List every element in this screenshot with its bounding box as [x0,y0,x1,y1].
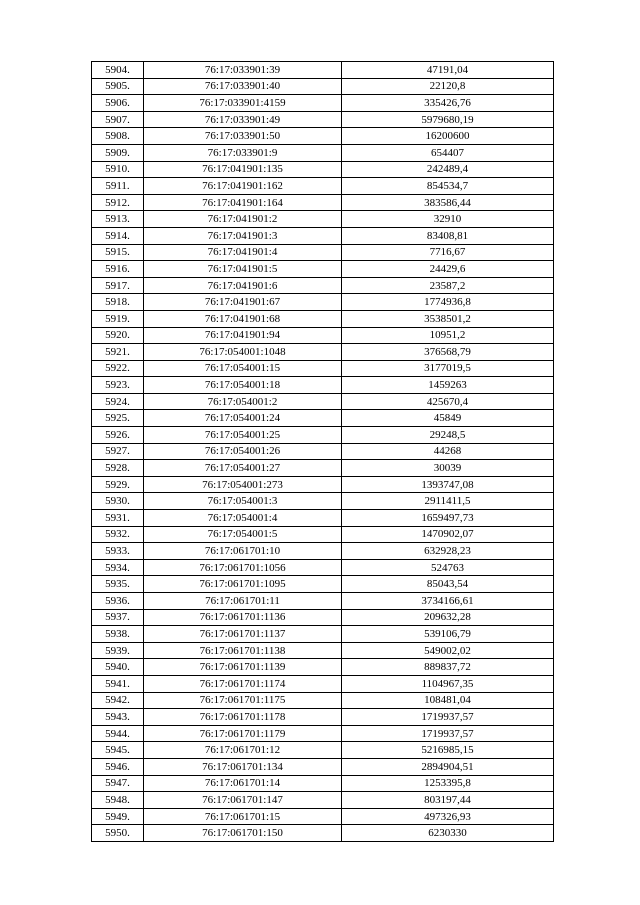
row-number-cell: 5911. [92,178,144,195]
row-number-cell: 5909. [92,144,144,161]
table-row [92,310,554,327]
table-row [92,460,554,477]
table-row [92,194,554,211]
row-number-cell: 5910. [92,161,144,178]
value-cell: 1719937,57 [342,709,554,726]
value-cell: 1393747,08 [342,476,554,493]
cadastral-number-cell: 76:17:033901:49 [144,111,342,128]
row-number-cell: 5907. [92,111,144,128]
cadastral-number-cell: 76:17:061701:1095 [144,576,342,593]
cadastral-number-cell: 76:17:041901:162 [144,178,342,195]
row-number-cell: 5937. [92,609,144,626]
value-cell: 425670,4 [342,393,554,410]
table-row [92,775,554,792]
row-number-cell: 5919. [92,310,144,327]
row-number-cell: 5946. [92,758,144,775]
table-row [92,128,554,145]
cadastral-number-cell: 76:17:061701:1139 [144,659,342,676]
value-cell: 654407 [342,144,554,161]
table-row [92,742,554,759]
cadastral-number-cell: 76:17:054001:1048 [144,344,342,361]
value-cell: 383586,44 [342,194,554,211]
table-row [92,792,554,809]
row-number-cell: 5939. [92,642,144,659]
table-row [92,510,554,527]
cadastral-number-cell: 76:17:061701:15 [144,808,342,825]
table-row [92,576,554,593]
table-row [92,593,554,610]
table-row [92,476,554,493]
row-number-cell: 5928. [92,460,144,477]
row-number-cell: 5933. [92,543,144,560]
value-cell: 22120,8 [342,78,554,95]
value-cell: 889837,72 [342,659,554,676]
table-row [92,559,554,576]
row-number-cell: 5924. [92,393,144,410]
cadastral-number-cell: 76:17:061701:1136 [144,609,342,626]
table-row [92,111,554,128]
cadastral-number-cell: 76:17:061701:12 [144,742,342,759]
value-cell: 3734166,61 [342,593,554,610]
row-number-cell: 5913. [92,211,144,228]
table-row [92,227,554,244]
cadastral-number-cell: 76:17:061701:1175 [144,692,342,709]
row-number-cell: 5943. [92,709,144,726]
value-cell: 23587,2 [342,277,554,294]
value-cell: 524763 [342,559,554,576]
cadastral-number-cell: 76:17:041901:3 [144,227,342,244]
value-cell: 30039 [342,460,554,477]
cadastral-number-cell: 76:17:054001:25 [144,427,342,444]
row-number-cell: 5931. [92,510,144,527]
row-number-cell: 5915. [92,244,144,261]
cadastral-number-cell: 76:17:041901:67 [144,294,342,311]
cadastral-number-cell: 76:17:061701:150 [144,825,342,842]
value-cell: 83408,81 [342,227,554,244]
value-cell: 497326,93 [342,808,554,825]
cadastral-number-cell: 76:17:054001:4 [144,510,342,527]
cadastral-number-cell: 76:17:041901:135 [144,161,342,178]
table-row [92,675,554,692]
cadastral-number-cell: 76:17:061701:1178 [144,709,342,726]
cadastral-number-cell: 76:17:041901:94 [144,327,342,344]
value-cell: 2911411,5 [342,493,554,510]
value-cell: 2894904,51 [342,758,554,775]
table-row [92,609,554,626]
value-cell: 32910 [342,211,554,228]
cadastral-number-cell: 76:17:054001:15 [144,360,342,377]
value-cell: 1470902,07 [342,526,554,543]
table-row [92,808,554,825]
row-number-cell: 5908. [92,128,144,145]
cadastral-number-cell: 76:17:061701:1138 [144,642,342,659]
table-row [92,526,554,543]
row-number-cell: 5947. [92,775,144,792]
value-cell: 45849 [342,410,554,427]
table-row [92,543,554,560]
value-cell: 209632,28 [342,609,554,626]
cadastral-number-cell: 76:17:041901:2 [144,211,342,228]
value-cell: 5216985,15 [342,742,554,759]
value-cell: 376568,79 [342,344,554,361]
cadastral-number-cell: 76:17:041901:6 [144,277,342,294]
row-number-cell: 5948. [92,792,144,809]
row-number-cell: 5934. [92,559,144,576]
cadastral-number-cell: 76:17:033901:9 [144,144,342,161]
value-cell: 29248,5 [342,427,554,444]
value-cell: 803197,44 [342,792,554,809]
row-number-cell: 5923. [92,377,144,394]
value-cell: 242489,4 [342,161,554,178]
cadastral-number-cell: 76:17:061701:10 [144,543,342,560]
table-row [92,659,554,676]
row-number-cell: 5930. [92,493,144,510]
table-row [92,410,554,427]
value-cell: 539106,79 [342,626,554,643]
row-number-cell: 5950. [92,825,144,842]
row-number-cell: 5920. [92,327,144,344]
value-cell: 632928,23 [342,543,554,560]
table-row [92,144,554,161]
table-row [92,161,554,178]
cadastral-number-cell: 76:17:033901:50 [144,128,342,145]
cadastral-number-cell: 76:17:054001:5 [144,526,342,543]
value-cell: 5979680,19 [342,111,554,128]
cadastral-number-cell: 76:17:061701:1056 [144,559,342,576]
row-number-cell: 5938. [92,626,144,643]
row-number-cell: 5936. [92,593,144,610]
cadastral-number-cell: 76:17:054001:3 [144,493,342,510]
row-number-cell: 5940. [92,659,144,676]
row-number-cell: 5914. [92,227,144,244]
cadastral-number-cell: 76:17:054001:24 [144,410,342,427]
cadastral-number-cell: 76:17:054001:18 [144,377,342,394]
cadastral-number-cell: 76:17:041901:5 [144,261,342,278]
value-cell: 3177019,5 [342,360,554,377]
table-row [92,393,554,410]
row-number-cell: 5922. [92,360,144,377]
cadastral-number-cell: 76:17:061701:1137 [144,626,342,643]
cadastral-number-cell: 76:17:061701:14 [144,775,342,792]
value-cell: 85043,54 [342,576,554,593]
row-number-cell: 5929. [92,476,144,493]
table-row [92,626,554,643]
table-row [92,443,554,460]
table-row [92,642,554,659]
table-row [92,178,554,195]
row-number-cell: 5906. [92,95,144,112]
row-number-cell: 5917. [92,277,144,294]
row-number-cell: 5941. [92,675,144,692]
cadastral-number-cell: 76:17:061701:134 [144,758,342,775]
value-cell: 1253395,8 [342,775,554,792]
value-cell: 1719937,57 [342,725,554,742]
value-cell: 24429,6 [342,261,554,278]
cadastral-number-cell: 76:17:041901:164 [144,194,342,211]
row-number-cell: 5932. [92,526,144,543]
table-row [92,78,554,95]
table-row [92,493,554,510]
table-row [92,294,554,311]
table-row [92,758,554,775]
value-cell: 1104967,35 [342,675,554,692]
table-row [92,825,554,842]
cadastral-number-cell: 76:17:033901:4159 [144,95,342,112]
table-row [92,377,554,394]
cadastral-number-cell: 76:17:061701:147 [144,792,342,809]
table-body [92,62,554,842]
row-number-cell: 5945. [92,742,144,759]
table-row [92,427,554,444]
row-number-cell: 5942. [92,692,144,709]
value-cell: 549002,02 [342,642,554,659]
row-number-cell: 5944. [92,725,144,742]
row-number-cell: 5905. [92,78,144,95]
table-row [92,261,554,278]
value-cell: 44268 [342,443,554,460]
table-row [92,709,554,726]
row-number-cell: 5918. [92,294,144,311]
value-cell: 6230330 [342,825,554,842]
cadastral-number-cell: 76:17:054001:26 [144,443,342,460]
value-cell: 108481,04 [342,692,554,709]
cadastral-number-cell: 76:17:061701:1174 [144,675,342,692]
table-row [92,327,554,344]
row-number-cell: 5926. [92,427,144,444]
table-row [92,62,554,79]
value-cell: 1774936,8 [342,294,554,311]
row-number-cell: 5904. [92,62,144,79]
table-row [92,211,554,228]
table-row [92,725,554,742]
value-cell: 854534,7 [342,178,554,195]
value-cell: 7716,67 [342,244,554,261]
cadastral-value-table [91,61,554,842]
cadastral-number-cell: 76:17:033901:40 [144,78,342,95]
table-row [92,692,554,709]
table-row [92,360,554,377]
row-number-cell: 5935. [92,576,144,593]
row-number-cell: 5925. [92,410,144,427]
row-number-cell: 5916. [92,261,144,278]
cadastral-number-cell: 76:17:054001:2 [144,393,342,410]
value-cell: 3538501,2 [342,310,554,327]
value-cell: 1459263 [342,377,554,394]
cadastral-number-cell: 76:17:061701:1179 [144,725,342,742]
table-row [92,244,554,261]
cadastral-number-cell: 76:17:054001:27 [144,460,342,477]
row-number-cell: 5949. [92,808,144,825]
value-cell: 1659497,73 [342,510,554,527]
row-number-cell: 5921. [92,344,144,361]
table-row [92,277,554,294]
row-number-cell: 5927. [92,443,144,460]
value-cell: 335426,76 [342,95,554,112]
value-cell: 47191,04 [342,62,554,79]
value-cell: 10951,2 [342,327,554,344]
table-row [92,95,554,112]
row-number-cell: 5912. [92,194,144,211]
value-cell: 16200600 [342,128,554,145]
cadastral-number-cell: 76:17:041901:4 [144,244,342,261]
cadastral-number-cell: 76:17:061701:11 [144,593,342,610]
cadastral-number-cell: 76:17:054001:273 [144,476,342,493]
cadastral-number-cell: 76:17:041901:68 [144,310,342,327]
table-row [92,344,554,361]
cadastral-number-cell: 76:17:033901:39 [144,62,342,79]
